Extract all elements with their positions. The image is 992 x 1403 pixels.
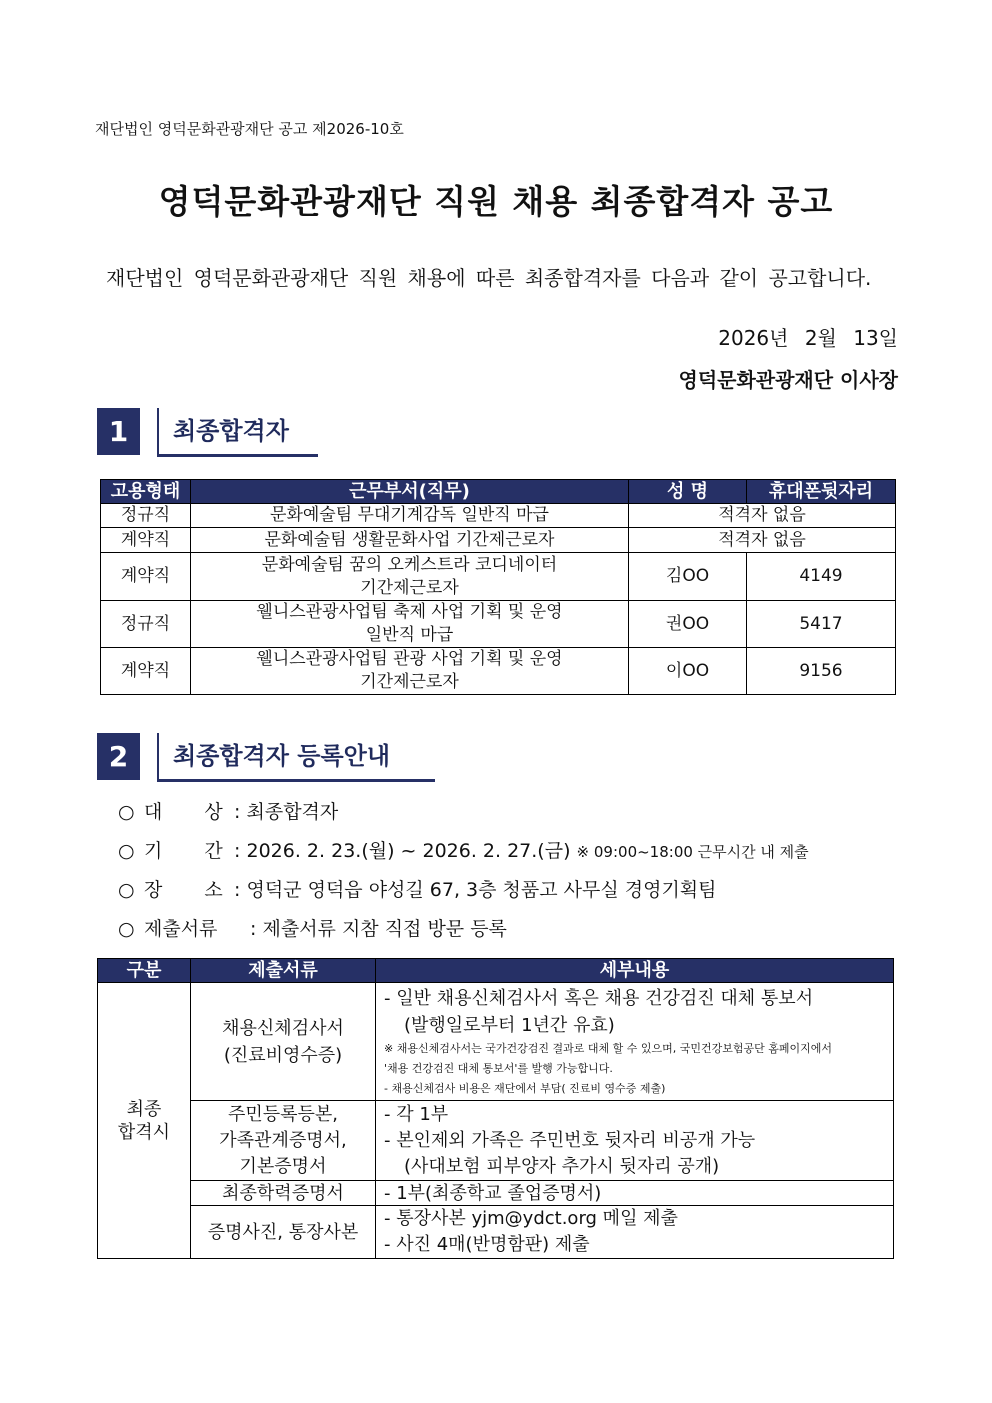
column-header: 고용형태 [101, 480, 191, 504]
info-label: 장 소 [144, 879, 223, 901]
info-item [118, 797, 338, 824]
document-line: 채용신체검사서 [222, 1017, 344, 1039]
column-header: 세부내용 [376, 959, 894, 983]
circle-bullet-icon: ○ [118, 840, 135, 862]
no-candidate: 적격자 없음 [629, 528, 896, 553]
circle-bullet-icon: ○ [118, 801, 135, 823]
document-line: (진료비영수증) [223, 1044, 343, 1066]
table-row [101, 504, 896, 528]
circle-bullet-icon: ○ [118, 879, 135, 901]
column-header: 구분 [98, 959, 191, 983]
document-details [376, 1101, 894, 1181]
info-note: ※ 09:00~18:00 근무시간 내 제출 [576, 843, 809, 861]
info-item [118, 836, 809, 863]
phone-last-digits: 5417 [747, 601, 896, 648]
document-details [376, 983, 894, 1101]
department-line: 문화예술팀 꿈의 오케스트라 코디네이터 [261, 554, 558, 575]
info-label: 대 상 [144, 801, 223, 823]
finalists-table [100, 479, 896, 695]
department-line: 기간제근로자 [360, 672, 459, 692]
table-row [101, 553, 896, 601]
document-name [191, 983, 376, 1101]
document-line: 가족관계증명서, [219, 1129, 347, 1151]
column-header: 휴대폰뒷자리 [747, 480, 896, 504]
employment-type: 정규직 [101, 601, 191, 648]
info-value: 2026. 2. 23.(월) ~ 2026. 2. 27.(금) [246, 840, 571, 862]
info-value: 영덕군 영덕읍 야성길 67, 3층 청품고 사무실 경영기획팀 [246, 879, 717, 901]
no-candidate: 적격자 없음 [629, 504, 896, 528]
department [191, 648, 629, 695]
name: 이OO [629, 648, 747, 695]
section-heading [157, 733, 435, 782]
document-details [376, 1206, 894, 1259]
table-row [98, 1206, 894, 1259]
department: 문화예술팀 무대기계감독 일반직 마급 [191, 504, 629, 528]
detail-note: - 채용신체검사 비용은 재단에서 부담( 진료비 영수증 제출) [384, 1081, 666, 1095]
department: 문화예술팀 생활문화사업 기간제근로자 [191, 528, 629, 553]
table-row [98, 983, 894, 1101]
employment-type: 계약직 [101, 528, 191, 553]
employment-type: 정규직 [101, 504, 191, 528]
employment-type: 계약직 [101, 553, 191, 601]
detail-line: - 통장사본 yjm@ydct.org 메일 제출 [384, 1208, 678, 1229]
department [191, 601, 629, 648]
department-line: 웰니스관광사업팀 관광 사업 기획 및 운영 [256, 649, 563, 669]
department-line: 일반직 마급 [365, 625, 454, 645]
page-title: 영덕문화관광재단 직원 채용 최종합격자 공고 [158, 182, 834, 221]
detail-line: (발행일로부터 1년간 유효) [404, 1014, 615, 1036]
document-name: 증명사진, 통장사본 [191, 1206, 376, 1259]
column-header: 성 명 [629, 480, 747, 504]
employment-type: 계약직 [101, 648, 191, 695]
separator: : [250, 918, 257, 940]
phone-last-digits: 4149 [747, 553, 896, 601]
info-label: 기 간 [144, 840, 223, 862]
section-title: 최종합격자 [173, 417, 289, 445]
document-line: 주민등록등본, [227, 1103, 339, 1125]
intro-text: 재단법인 영덕문화관광재단 직원 채용에 따른 최종합격자를 다음과 같이 공고합니다. [106, 266, 872, 290]
table-row [101, 648, 896, 695]
category [98, 983, 191, 1259]
detail-line: - 각 1부 [384, 1103, 449, 1125]
notice-number: 재단법인 영덕문화관광재단 공고 제2026-10호 [95, 120, 404, 138]
table-row [101, 528, 896, 553]
documents-table [97, 958, 894, 1259]
detail-line: (사대보험 피부양자 추가시 뒷자리 공개) [404, 1155, 720, 1177]
category-line: 합격시 [117, 1121, 171, 1143]
detail-line: - 사진 4매(반명함판) 제출 [384, 1234, 590, 1255]
separator: : [234, 840, 241, 862]
table-row [98, 1101, 894, 1181]
name: 권OO [629, 601, 747, 648]
circle-bullet-icon: ○ [118, 918, 135, 940]
phone-last-digits: 9156 [747, 648, 896, 695]
info-value: 최종합격자 [246, 801, 339, 823]
detail-note: '채용 건강검진 대체 통보서'를 발행 가능합니다. [384, 1061, 613, 1075]
info-label: 제출서류 [144, 918, 218, 940]
separator: : [234, 801, 241, 823]
info-item [118, 875, 717, 902]
document-details: - 1부(최종학교 졸업증명서) [376, 1181, 894, 1206]
department [191, 553, 629, 601]
detail-note: ※ 채용신체검사서는 국가건강검진 결과로 대체 할 수 있으며, 국민건강보험공단 홈페이지에서 [384, 1041, 832, 1055]
notice-date: 2026년 2월 13일 [718, 326, 898, 350]
category-line: 최종 [126, 1098, 162, 1120]
info-value: 제출서류 지참 직접 방문 등록 [262, 918, 507, 940]
column-header: 제출서류 [191, 959, 376, 983]
detail-line: - 본인제외 가족은 주민번호 뒷자리 비공개 가능 [384, 1129, 756, 1151]
name: 김OO [629, 553, 747, 601]
department-line: 웰니스관광사업팀 축제 사업 기획 및 운영 [256, 602, 563, 622]
section-title: 최종합격자 등록안내 [173, 742, 391, 770]
detail-line: - 일반 채용신체검사서 혹은 채용 건강검진 대체 통보서 [384, 987, 814, 1009]
document-name [191, 1101, 376, 1181]
section-number: 2 [97, 733, 140, 780]
table-row [98, 1181, 894, 1206]
section-heading [157, 408, 318, 457]
column-header: 근무부서(직무) [191, 480, 629, 504]
department-line: 기간제근로자 [360, 577, 459, 598]
separator: : [234, 879, 241, 901]
section-number: 1 [97, 408, 140, 455]
table-row [101, 601, 896, 648]
document-line: 기본증명서 [239, 1155, 327, 1177]
info-item [118, 914, 507, 941]
document-name: 최종학력증명서 [191, 1181, 376, 1206]
issuer: 영덕문화관광재단 이사장 [678, 368, 898, 392]
